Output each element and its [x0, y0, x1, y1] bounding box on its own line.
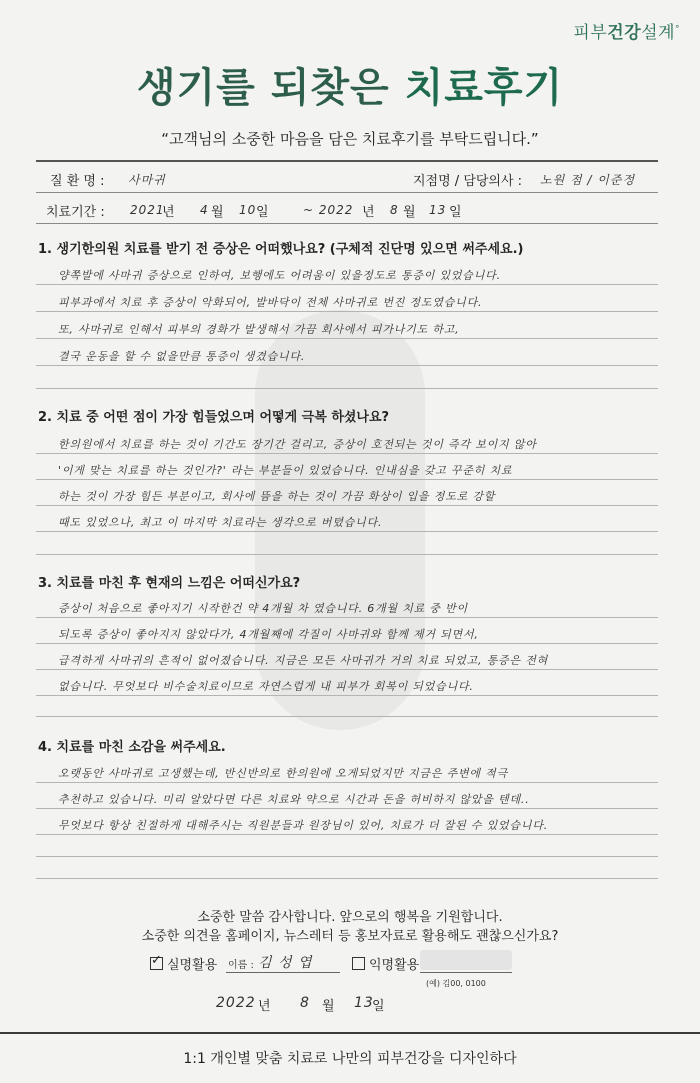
unit-month: 월 — [211, 205, 224, 220]
question-2: 2. 치료 중 어떤 점이 가장 힘들었으며 어떻게 극복 하셨나요? — [38, 410, 390, 425]
answer-line: 없습니다. 무엇보다 비수술치료이므로 자연스럽게 내 피부가 회복이 되었습니다. — [58, 680, 474, 693]
sign-date-month: 8 — [300, 995, 310, 1011]
ruled-line — [36, 669, 658, 670]
ruled-line — [36, 834, 658, 835]
period-end-year: ~ 2022 — [303, 203, 354, 217]
name-label: 이름 : — [228, 960, 254, 971]
page-title: 생기를 되찾은 치료후기 — [136, 65, 564, 111]
ruled-line — [36, 782, 658, 783]
answer-line: 급격하게 사마귀의 흔적이 없어졌습니다. 지금은 모든 사마귀가 거의 치료 되었고, 통증은 전혀 — [58, 654, 549, 667]
divider — [36, 223, 658, 224]
answer-line: 하는 것이 가장 힘든 부분이고, 회사에 뜸을 하는 것이 가끔 화상이 입을 정도로 강할 — [58, 490, 496, 503]
ruled-line — [36, 554, 658, 555]
real-name-option[interactable] — [150, 954, 217, 973]
divider — [36, 192, 658, 193]
divider — [36, 160, 658, 162]
unit-day: 일 — [449, 205, 462, 220]
consent-text: 소중한 의견을 홈페이지, 뉴스레터 등 홍보자료로 활용해도 괜찮으신가요? — [141, 929, 559, 944]
unit-year: 년 — [258, 999, 271, 1014]
period-start-day: 10 — [239, 203, 257, 217]
anonymous-option-label: 익명활용 — [369, 958, 420, 973]
answer-line: 피부과에서 치료 후 증상이 악화되어, 발바닥이 전체 사마귀로 번진 정도였습니다. — [58, 296, 483, 309]
real-name-option-label: 실명활용 — [167, 958, 218, 973]
ruled-line — [36, 878, 658, 879]
ruled-line — [36, 808, 658, 809]
anonymous-checkbox[interactable] — [352, 957, 365, 970]
question-3: 3. 치료를 마친 후 현재의 느낌은 어떠신가요? — [38, 576, 301, 591]
ruled-line — [36, 856, 658, 857]
footer-divider — [0, 1032, 700, 1034]
sign-date-year: 2022 — [216, 995, 256, 1011]
question-4: 4. 치료를 마친 소감을 써주세요. — [38, 740, 226, 755]
ruled-line — [36, 365, 658, 366]
answer-line: 오랫동안 사마귀로 고생했는데, 반신반의로 한의원에 오게되었지만 지금은 주변에 적극 — [58, 767, 509, 780]
anon-underline — [420, 972, 512, 973]
ruled-line — [36, 284, 658, 285]
period-label: 치료기간 : — [46, 205, 105, 220]
diagnosis-value: 사마귀 — [128, 173, 166, 187]
ruled-line — [36, 617, 658, 618]
ruled-line — [36, 716, 658, 717]
unit-day: 일 — [256, 205, 269, 220]
answer-line: 또, 사마귀로 인해서 피부의 경화가 발생해서 가끔 회사에서 피가나기도 하고, — [58, 323, 460, 336]
period-start-month: 4 — [200, 203, 209, 217]
name-value: 김 성 엽 — [258, 955, 313, 971]
period-start-year: 2021 — [130, 203, 165, 217]
ruled-line — [36, 505, 658, 506]
answer-line: 때도 있었으나, 최고 이 마지막 치료라는 생각으로 버텼습니다. — [58, 516, 383, 529]
question-1: 1. 생기한의원 치료를 받기 전 증상은 어떠했나요? (구체적 진단명 있으면 써주세요.) — [38, 242, 524, 257]
ruled-line — [36, 388, 658, 389]
diagnosis-label: 질 환 명 : — [50, 174, 105, 189]
branch-label: 지점명 / 담당의사 : — [413, 174, 523, 189]
answer-line: 무엇보다 항상 친절하게 대해주시는 직원분들과 원장님이 있어, 치료가 더 잘된 수 있었습니다. — [58, 819, 549, 832]
ruled-line — [36, 531, 658, 532]
thanks-text: 소중한 말씀 감사합니다. 앞으로의 행복을 기원합니다. — [197, 910, 503, 925]
blurred-field — [420, 950, 512, 970]
answer-line: 결국 운동을 할 수 없을만큼 통증이 생겼습니다. — [58, 350, 306, 363]
unit-year: 년 — [162, 205, 175, 220]
answer-line: '이게 맞는 치료를 하는 것인가?' 라는 부분들이 있었습니다. 인내심을 갖고 꾸준히 치료 — [58, 464, 513, 477]
ruled-line — [36, 338, 658, 339]
ruled-line — [36, 453, 658, 454]
brand-logo: 피부건강설계° — [573, 23, 680, 43]
ruled-line — [36, 695, 658, 696]
period-end-month: 8 — [390, 203, 399, 217]
answer-line: 추천하고 있습니다. 미리 알았다면 다른 치료와 약으로 시간과 돈을 허비하지 않았을 텐데.. — [58, 793, 530, 806]
branch-value: 노원 점 / 이준정 — [540, 173, 636, 187]
unit-month: 월 — [322, 999, 335, 1014]
unit-month: 월 — [403, 205, 416, 220]
unit-day: 일 — [372, 999, 385, 1014]
answer-line: 양쪽발에 사마귀 증상으로 인하여, 보행에도 어려움이 있을정도로 통증이 있었습니다. — [58, 269, 501, 282]
answer-line: 한의원에서 치료를 하는 것이 기간도 장기간 걸리고, 증상이 호전되는 것이 즉각 보이지 않아 — [58, 438, 537, 451]
anon-example: (예) 김00, 0100 — [426, 979, 486, 988]
ruled-line — [36, 479, 658, 480]
ruled-line — [36, 311, 658, 312]
answer-line: 증상이 처음으로 좋아지기 시작한건 약 4개월 차 였습니다. 6개월 치료 중 반이 — [58, 602, 468, 615]
period-end-day: 13 — [429, 203, 447, 217]
sign-date-day: 13 — [354, 995, 374, 1011]
real-name-checkbox[interactable] — [150, 957, 163, 970]
page-subtitle: “고객님의 소중한 마음을 담은 치료후기를 부탁드립니다.” — [161, 130, 539, 148]
ruled-line — [36, 643, 658, 644]
anonymous-option[interactable] — [352, 954, 419, 973]
unit-year: 년 — [362, 205, 375, 220]
name-underline — [226, 972, 340, 973]
answer-line: 되도록 증상이 좋아지지 않았다가, 4개월째에 각질이 사마귀와 함께 제거 되면서, — [58, 628, 479, 641]
tagline: 1:1 개인별 맞춤 치료로 나만의 피부건강을 디자인하다 — [183, 1051, 517, 1067]
